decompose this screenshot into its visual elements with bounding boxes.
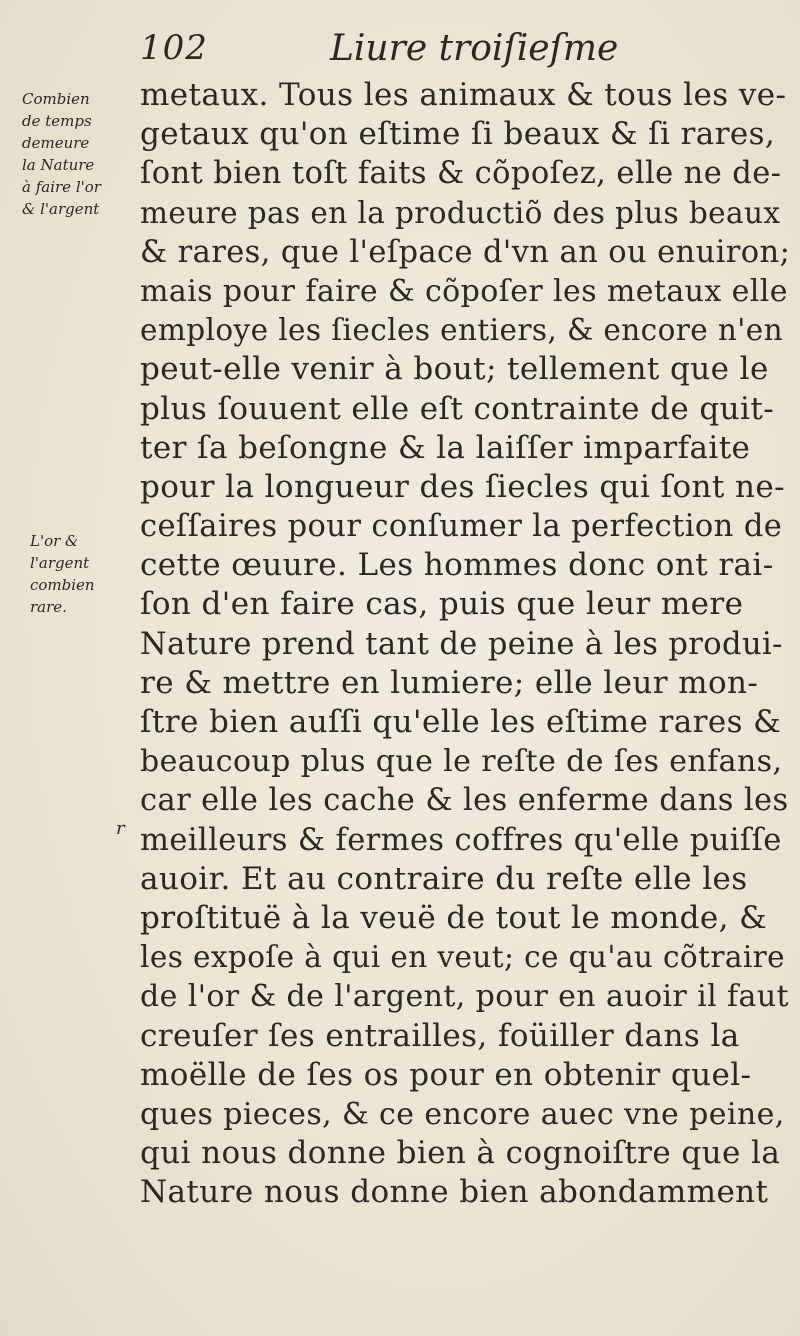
running-head: Liure troiſieſme bbox=[330, 28, 619, 69]
margin-note-line: à faire l'or bbox=[22, 178, 101, 196]
text-line: peut-elle venir à bout; tellement que le bbox=[140, 351, 769, 388]
text-line: beaucoup plus que le reſte de ſes enfans, bbox=[140, 744, 783, 780]
margin-note-line: l'argent bbox=[30, 554, 90, 572]
margin-note-line: rare. bbox=[30, 598, 67, 616]
text-line: proſtituë à la veuë de tout le monde, & bbox=[140, 899, 768, 936]
margin-note-duration bbox=[22, 88, 140, 220]
text-line: ſont bien toſt faits & cõpoſez, elle ne de- bbox=[140, 156, 782, 192]
text-line: qui nous donne bien à cognoiſtre que la bbox=[140, 1135, 781, 1172]
margin-note-line: & l'argent bbox=[22, 200, 100, 218]
text-line: metaux. Tous les animaux & tous les ve- bbox=[140, 77, 787, 113]
margin-note-line: Combien bbox=[22, 90, 90, 108]
margin-note-line: demeure bbox=[22, 134, 90, 152]
text-line: mais pour faire & cõpoſer les metaux elle bbox=[140, 273, 788, 309]
text-line: getaux qu'on eſtime ſi beaux & ſi rares, bbox=[140, 116, 776, 153]
text-line: cette œuure. Les hommes donc ont rai- bbox=[140, 547, 774, 584]
marginal-mark: r bbox=[116, 818, 125, 839]
text-line: Nature prend tant de peine à les produi- bbox=[140, 626, 783, 662]
body-text bbox=[140, 76, 790, 1212]
margin-note-line: combien bbox=[30, 576, 95, 594]
text-line: moëlle de ſes os pour en obtenir quel- bbox=[140, 1056, 752, 1093]
text-line: creuſer ſes entrailles, foüiller dans la bbox=[140, 1017, 740, 1054]
text-line: de l'or & de l'argent, pour en auoir il faut bbox=[140, 979, 789, 1015]
text-line: les expoſe à qui en veut; ce qu'au cõtraire bbox=[140, 940, 786, 975]
text-line: re & mettre en lumiere; elle leur mon- bbox=[140, 664, 759, 701]
margin-note-line: L'or & bbox=[30, 532, 79, 550]
margin-note-line: la Nature bbox=[22, 156, 95, 174]
text-line: ſon d'en faire cas, puis que leur mere bbox=[140, 586, 744, 623]
text-line: ceſſaires pour conſumer la perfection de bbox=[140, 509, 783, 545]
text-line: plus ſouuent elle eſt contrainte de quit- bbox=[140, 390, 775, 427]
text-line: auoir. Et au contraire du reſte elle les bbox=[140, 860, 748, 897]
text-line: & rares, que l'eſpace d'vn an ou enuiron; bbox=[140, 234, 791, 270]
page-number: 102 bbox=[140, 28, 208, 68]
text-line: meilleurs & fermes coffres qu'elle puiſſe bbox=[140, 822, 782, 858]
text-line: pour la longueur des ſiecles qui ſont ne- bbox=[140, 468, 785, 505]
text-line: employe les ſiecles entiers, & encore n'en bbox=[140, 313, 784, 348]
page-header bbox=[0, 28, 800, 74]
text-line: car elle les cache & les enferme dans les bbox=[140, 783, 789, 819]
margin-note-line: de temps bbox=[22, 112, 92, 130]
margin-note-rarity bbox=[30, 530, 148, 618]
text-line: meure pas en la productiõ des plus beaux bbox=[140, 195, 781, 230]
text-line: ſtre bien auſſi qu'elle les eſtime rares & bbox=[140, 704, 782, 740]
text-line: Nature nous donne bien abondamment bbox=[140, 1174, 769, 1211]
text-line: ter ſa beſongne & la laiſſer imparfaite bbox=[140, 429, 751, 466]
text-line: ques pieces, & ce encore auec vne peine, bbox=[140, 1096, 785, 1132]
